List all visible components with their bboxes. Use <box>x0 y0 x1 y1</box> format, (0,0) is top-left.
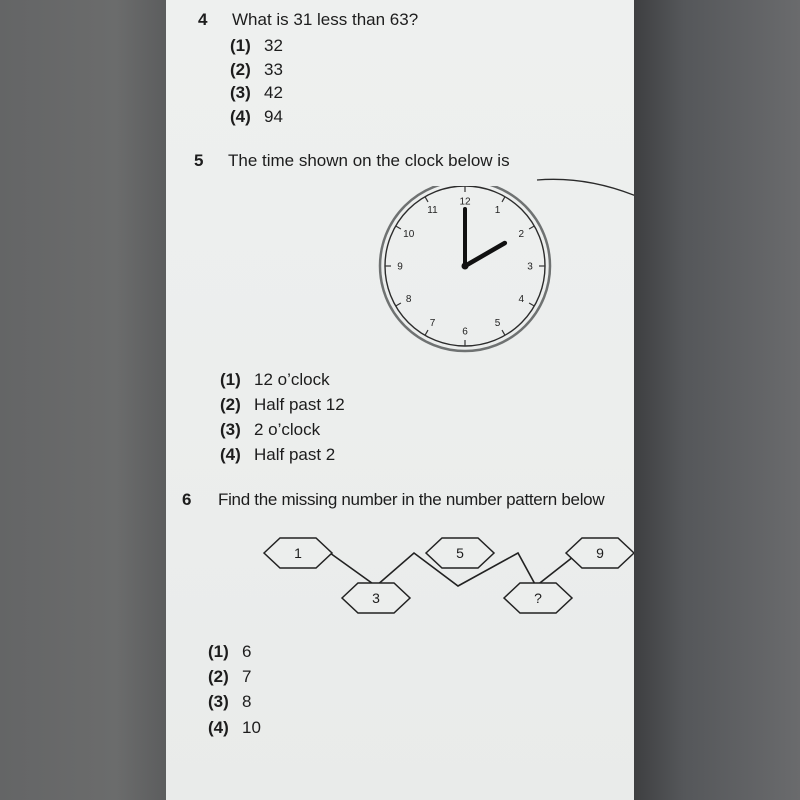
q6-option-3[interactable]: (3) 8 <box>208 692 252 711</box>
clock-tick <box>529 226 534 229</box>
clock-numeral: 12 <box>459 196 471 208</box>
question-6-number: 6 <box>182 490 192 509</box>
clock-tick <box>502 330 505 335</box>
clock-tick <box>396 303 401 306</box>
question-4-text: What is 31 less than 63? <box>232 10 419 29</box>
clock-numeral: 5 <box>494 317 501 329</box>
question-5-number: 5 <box>194 151 204 170</box>
q4-option-3[interactable]: (3) 42 <box>230 83 283 102</box>
clock-numeral: 8 <box>405 294 412 305</box>
pattern-value: 5 <box>456 545 464 561</box>
clock-tick <box>396 226 401 229</box>
question-4-number: 4 <box>198 10 208 29</box>
clock-numeral: 3 <box>527 261 533 273</box>
clock-numeral: 4 <box>518 294 525 305</box>
q5-option-4[interactable]: (4) Half past 2 <box>220 445 336 464</box>
clock-tick <box>502 197 505 202</box>
background-left <box>0 0 166 800</box>
q4-option-1[interactable]: (1) 32 <box>230 36 283 55</box>
clock-numeral: 7 <box>429 317 436 329</box>
q6-option-4[interactable]: (4) 10 <box>208 718 261 737</box>
q4-option-4[interactable]: (4) 94 <box>230 107 283 126</box>
clock-numeral: 9 <box>397 261 403 273</box>
q4-option-2[interactable]: (2) 33 <box>230 60 283 79</box>
clock-tick <box>425 197 428 202</box>
pattern-value: 1 <box>294 545 302 561</box>
q5-option-2[interactable]: (2) Half past 12 <box>220 395 345 414</box>
pattern-nodes <box>264 538 634 613</box>
clock-center-pin <box>462 263 469 270</box>
q5-option-1[interactable]: (1) 12 o’clock <box>220 370 330 389</box>
analog-clock <box>376 186 556 362</box>
background-right <box>634 0 800 800</box>
clock-tick <box>529 303 534 306</box>
worksheet-page <box>166 0 634 800</box>
q6-option-2[interactable]: (2) 7 <box>208 667 252 686</box>
hour-hand <box>465 243 505 266</box>
clock-numeral: 10 <box>403 229 415 240</box>
question-6-text: Find the missing number in the number pattern below <box>218 490 605 509</box>
number-pattern-diagram <box>166 530 634 620</box>
question-5-text: The time shown on the clock below is <box>228 151 510 170</box>
pattern-value: 9 <box>596 545 604 561</box>
q6-option-1[interactable]: (1) 6 <box>208 642 252 661</box>
clock-numeral: 11 <box>427 205 438 217</box>
pattern-value: 3 <box>372 590 380 606</box>
clock-tick <box>425 330 428 335</box>
q5-option-3[interactable]: (3) 2 o’clock <box>220 420 321 439</box>
clock-numeral: 1 <box>494 205 501 217</box>
clock-numeral: 6 <box>462 326 468 338</box>
clock-numeral: 2 <box>518 229 525 240</box>
pattern-value: ? <box>534 590 542 606</box>
